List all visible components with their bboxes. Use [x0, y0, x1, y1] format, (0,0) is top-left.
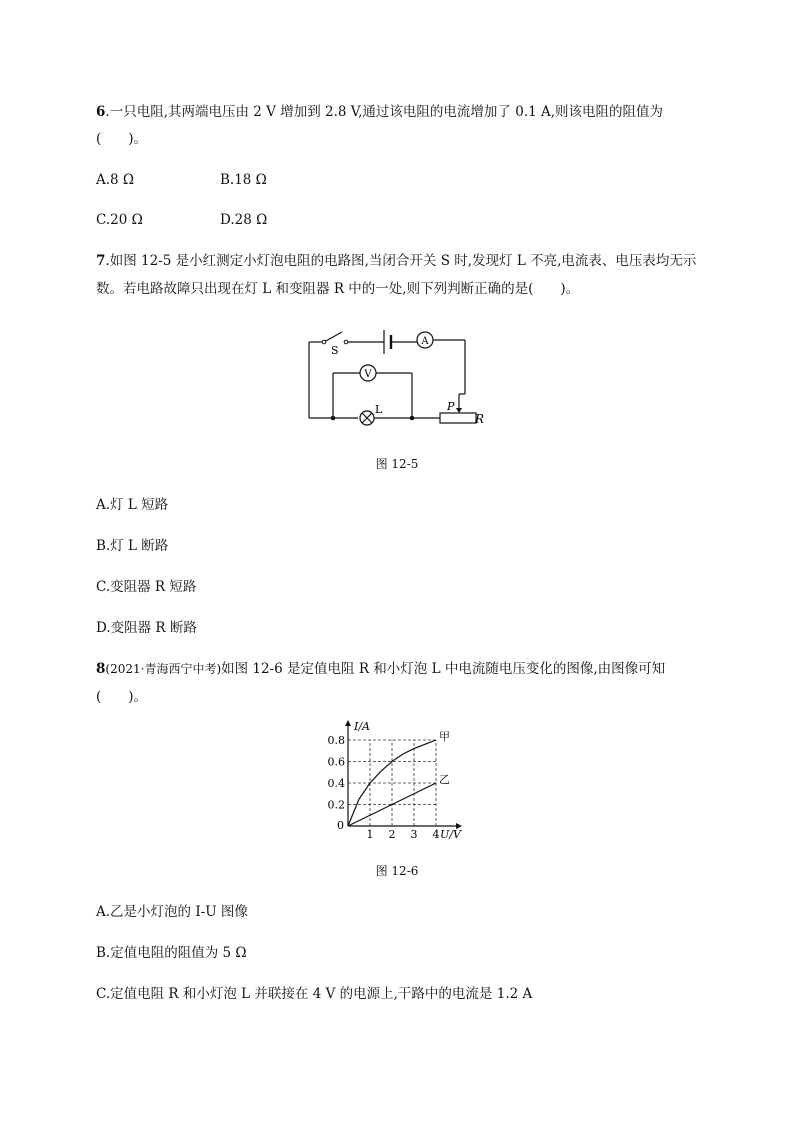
iu-chart-12-6: [320, 718, 490, 848]
q6-stem-line1: [96, 103, 663, 121]
q6-option-b[interactable]: B.18 Ω: [220, 172, 267, 188]
figure-12-6-caption: 图 12-6: [375, 864, 419, 878]
figure-12-5-caption: 图 12-5: [375, 457, 419, 471]
switch-blade: [324, 332, 342, 342]
q6-option-c[interactable]: C.20 Ω: [96, 212, 143, 228]
q7-stem-line1: [96, 252, 696, 270]
q8-stem-line2: ( )。: [96, 689, 148, 705]
q8-source: (2021·青海西宁中考): [105, 662, 222, 676]
y-axis-arrow-icon: [345, 720, 351, 726]
junction-node-right: [410, 416, 415, 421]
switch-contact-left: [322, 340, 326, 344]
switch-label: S: [331, 344, 339, 357]
q8-number: 8: [96, 661, 106, 677]
series-label-1: 甲: [439, 730, 450, 743]
y-axis-label: I/A: [354, 720, 370, 733]
y-tick-label-1: 0.2: [327, 798, 345, 812]
q8-option-c[interactable]: C.定值电阻 R 和小灯泡 L 并联接在 4 V 的电源上,干路中的电流是 1.2 A: [96, 986, 533, 1002]
q7-option-a[interactable]: A.灯 L 短路: [96, 497, 169, 513]
q6-option-d[interactable]: D.28 Ω: [220, 212, 268, 228]
voltmeter-label: V: [364, 369, 372, 380]
q8-option-b[interactable]: B.定值电阻的阻值为 5 Ω: [96, 945, 247, 961]
rheostat-label: R: [475, 412, 485, 426]
junction-node-left: [331, 416, 336, 421]
q8-stem-text1: 如图 12-6 是定值电阻 R 和小灯泡 L 中电流随电压变化的图像,由图像可知: [221, 661, 666, 677]
series-label-2: 乙: [439, 773, 450, 786]
q7-option-b[interactable]: B.灯 L 断路: [96, 538, 169, 554]
y-tick-label-2: 0.4: [327, 777, 345, 790]
q7-stem-line2: 数。若电路故障只出现在灯 L 和变阻器 R 中的一处,则下列判断正确的是( )。: [96, 281, 580, 297]
y-tick-label-3: 0.6: [327, 755, 345, 769]
switch-contact-right: [344, 340, 348, 344]
x-tick-label-4: 4: [432, 828, 440, 841]
y-tick-label-4: 0.8: [327, 734, 345, 747]
x-axis-label: U/V: [440, 828, 461, 841]
slider-label: P: [447, 400, 455, 413]
q7-stem-text1: .如图 12-5 是小红测定小灯泡电阻的电路图,当闭合开关 S 时,发现灯 L 不亮,电流表、电压表均无示: [105, 253, 697, 269]
x-tick-label-1: 1: [366, 828, 374, 841]
slider-arrow-icon: [456, 408, 462, 413]
x-tick-label-3: 3: [410, 828, 418, 841]
q6-stem-line2: ( )。: [96, 131, 148, 147]
q8-stem-line1: [96, 660, 665, 678]
q7-number: 7: [96, 253, 106, 269]
circuit-diagram-12-5: [300, 320, 500, 430]
q6-number: 6: [96, 104, 106, 120]
origin-label: 0: [337, 819, 344, 832]
lamp-label: L: [375, 403, 383, 416]
q8-option-a[interactable]: A.乙是小灯泡的 I-U 图像: [96, 904, 248, 920]
x-tick-label-2: 2: [388, 828, 396, 841]
q7-option-c[interactable]: C.变阻器 R 短路: [96, 579, 197, 595]
ammeter-label: A: [421, 336, 429, 347]
q6-stem-text1: .一只电阻,其两端电压由 2 V 增加到 2.8 V,通过该电阻的电流增加了 0.1 A,则该电阻的阻值为: [105, 104, 664, 120]
q7-option-d[interactable]: D.变阻器 R 断路: [96, 620, 197, 636]
q6-option-a[interactable]: A.8 Ω: [96, 172, 135, 188]
rheostat-icon: [440, 413, 476, 423]
